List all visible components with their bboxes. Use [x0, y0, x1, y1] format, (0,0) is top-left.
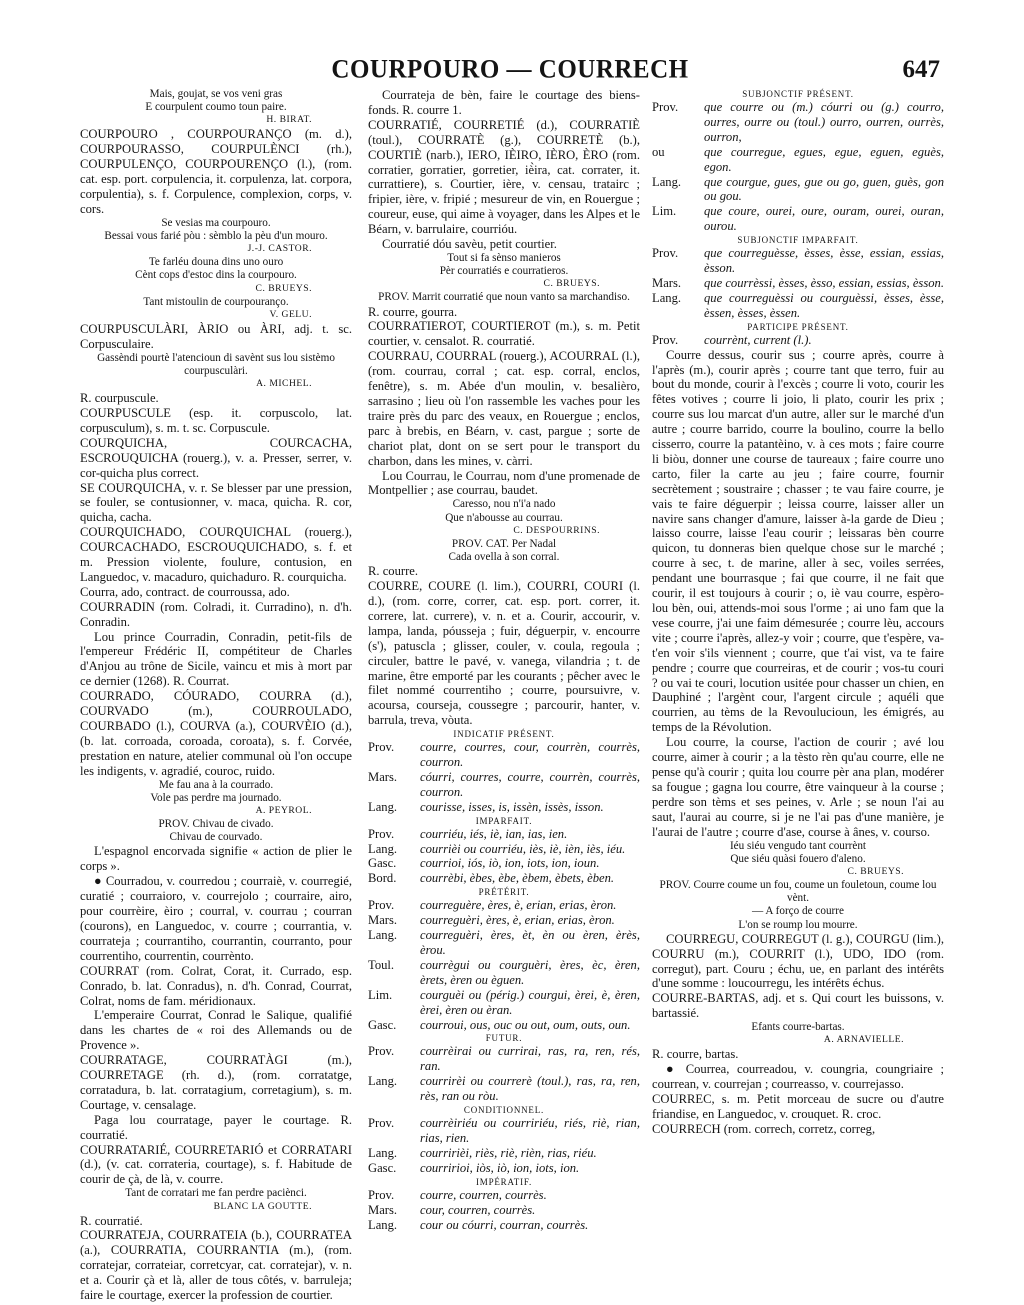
- quotation-line: PROV. Marrit courratié que noun vanto sa marchandiso.: [378, 291, 630, 304]
- quotation-author: J.-J. CASTOR.: [247, 243, 312, 255]
- conjugation-forms: courririoi, iòs, iò, ion, iots, ion.: [420, 1160, 580, 1175]
- conjugation-row: [368, 928, 640, 958]
- quotation-author: A. PEYROL.: [255, 805, 312, 817]
- conjugation-forms: courre, courren, courrès.: [420, 1187, 547, 1202]
- conjugation-row: [368, 1018, 640, 1033]
- conjugation-row: [368, 871, 640, 886]
- conjugation-row: [652, 333, 944, 348]
- conjugation-dialect: Bord.: [368, 871, 397, 886]
- conjugation-dialect: Lang.: [652, 290, 682, 305]
- dictionary-entry: COURRADO, CÓURADO, COURRA (d.), COURVADO (m.), COURROULADO, COURBADO (l.), COURVA (a.), COURVÈIO (d.), (b. lat. corroada, coroada, coroata), s. f. Corvée, prestation en nature, atelier communal où l'on occupe les indigents, v. agradié, couroc, ruido.: [80, 689, 352, 778]
- dictionary-entry: COURRATIÉ, COURRETIÉ (d.), COURRATIÈ (toul.), COURRATÈ (g.), COURRETÈ (b.), COURTIÈ (narb.), IERO, IÈIRO, IÈRO, ÈRO (rom. corratier, gorratier, gorretier, iè̀ira, cat. corrater, it. currattiere), s. Courtier, ière, v. censau, tratairc ; fripier, ière, v. fripié ; mesureur de vin, en Rouergue ; coureur, euse, qui aime à voyager, dans les Alpes et le Béarn, v. barrulaire, courrióu.: [368, 117, 640, 237]
- dictionary-entry: COURRATAGE, COURRATÀGI (m.), COURRETAGE (rh. d.), (rom. corratatge, corratadura, b. lat. corratagium, corretagium), s. m. Courtage, v. censalage.: [80, 1053, 352, 1112]
- conjugation-dialect: Mars.: [368, 769, 398, 784]
- conjugation-row: [368, 1074, 640, 1104]
- conjugation-dialect: Prov.: [368, 740, 395, 755]
- quotation-line: PROV. Courre coume un fou, coume un fouletoun, coume lou vènt.: [659, 878, 937, 905]
- conjugation-heading: SUBJONCTIF IMPARFAIT.: [737, 235, 859, 246]
- conjugation-dialect: Gasc.: [368, 1017, 397, 1032]
- conjugation-dialect: Lang.: [652, 174, 682, 189]
- dictionary-entry: COURPUSCULE (esp. it. corpuscolo, lat. corpusculum), s. m. t. sc. Corpuscule.: [80, 405, 352, 435]
- conjugation-row: [652, 276, 944, 291]
- conjugation-heading: FUTUR.: [485, 1033, 523, 1044]
- quotation-author: A. MICHEL.: [256, 378, 312, 390]
- quotation-line: Iéu siéu vengudo tant courrènt: [729, 839, 867, 852]
- dictionary-entry: COURRAT (rom. Colrat, Corat, it. Currado, esp. Conrado, b. lat. Conradus), n. d'h. Conrad, Courrat, Colrat, noms de fam. méridionaux.: [80, 963, 352, 1008]
- conjugation-forms: cour ou cóurri, courran, courrès.: [420, 1217, 589, 1232]
- quotation-line: Tout si fa sènso manieros: [447, 251, 561, 264]
- quotation-author: H. BIRAT.: [266, 114, 312, 126]
- conjugation-row: [368, 988, 640, 1018]
- conjugation-row: [368, 1161, 640, 1176]
- dictionary-entry: L'emperaire Courrat, Conrad le Salique, qualifié dans les chartes de « roi des Allemands ou de Provence ».: [80, 1008, 352, 1053]
- conjugation-heading: CONDITIONNEL.: [463, 1105, 545, 1116]
- quotation-line: E courpulent coumo toun paire.: [145, 101, 287, 114]
- conjugation-dialect: Lang.: [368, 1074, 398, 1089]
- conjugation-forms: courrèiriéu ou courririéu, riés, riè, rian, rias, rien.: [420, 1116, 640, 1145]
- conjugation-row: [368, 1044, 640, 1074]
- conjugation-dialect: Prov.: [652, 246, 679, 261]
- conjugation-row: [368, 827, 640, 842]
- quotation-author: C. BRUEYS.: [847, 865, 904, 877]
- conjugation-forms: courrirèi ou courrerè (toul.), ras, ra, ren, rès, ran ou ròu.: [420, 1074, 640, 1104]
- conjugation-dialect: Mars.: [368, 1202, 398, 1217]
- conjugation-row: [368, 856, 640, 871]
- dictionary-entry: COURRADIN (rom. Colradi, it. Curradino), n. d'h. Conradin.: [80, 599, 352, 629]
- conjugation-forms: courreguère, ères, è, erian, erias, èron.: [420, 898, 617, 913]
- conjugation-dialect: Lim.: [368, 987, 393, 1002]
- conjugation-dialect: Lang.: [368, 799, 398, 814]
- conjugation-forms: que courregue, egues, egue, eguen, eguès, egon.: [704, 144, 944, 174]
- conjugation-forms: que courgue, gues, gue ou go, guen, guès, gon ou gou.: [704, 174, 944, 204]
- dictionary-entry: COURRE-BARTAS, adj. et s. Qui court les buissons, v. bartassié.: [652, 991, 944, 1021]
- conjugation-forms: courririèi, riès, riè, rièn, rias, riéu.: [420, 1145, 597, 1160]
- dictionary-entry: R. courre, bartas.: [652, 1047, 739, 1062]
- conjugation-heading: IMPARFAIT.: [475, 815, 533, 826]
- quotation-line: Que siéu quàsi fouero d'aleno.: [730, 852, 866, 865]
- conjugation-row: [368, 1203, 640, 1218]
- conjugation-dialect: Prov.: [368, 1044, 395, 1059]
- conjugation-dialect: Toul.: [368, 957, 395, 972]
- conjugation-forms: courrièi ou courriéu, iès, iè, ièn, iès, iéu.: [420, 841, 626, 856]
- dictionary-entry: Lou prince Courradin, Conradin, petit-fils de l'empereur Frédéric II, compétiteur de Charles d'Anjou au trône de Sicile, vaincu et mis à mort par ce dernier (1268). R. Courrat.: [80, 629, 352, 689]
- conjugation-dialect: Lang.: [368, 1145, 398, 1160]
- dictionary-entry: COURPOURO , COURPOURANÇO (m. d.), COURPOURASSO, COURPULÈNCI (rh.), COURPULENÇO, COURPOURENÇO (l.), (rom. cat. esp. port. corpulencia, it. corpulenza, lat. corpora, corpulentia), s. f. Corpulence, complexion, corps, v. cors.: [80, 127, 352, 216]
- conjugation-forms: courrioi, iós, iò, ion, iots, ion, ioun.: [420, 856, 600, 871]
- conjugation-dialect: Gasc.: [368, 1160, 397, 1175]
- conjugation-dialect: Lang.: [368, 841, 398, 856]
- conjugation-row: [368, 1188, 640, 1203]
- quotation-line: Me fau ana à la courrado.: [158, 778, 274, 791]
- quotation-line: Gassèndi pourtè l'atencioun di savènt sus lou sistèmo courpusculàri.: [97, 351, 335, 377]
- conjugation-dialect: Prov.: [368, 898, 395, 913]
- conjugation-heading: INDICATIF PRÉSENT.: [453, 729, 555, 740]
- conjugation-dialect: Prov.: [368, 1116, 395, 1131]
- quotation-author: V. GELU.: [269, 308, 312, 320]
- quotation-line: Bessai vous farié pòu : sèmblo la pèu d'un mouro.: [104, 230, 328, 243]
- quotation-author: C. BRUEYS.: [255, 282, 312, 294]
- dictionary-entry: COURPUSCULÀRI, ÀRIO ou ÀRI, adj. t. sc. Corpusculaire.: [80, 321, 352, 351]
- conjugation-forms: que courrèssi, èsses, èsso, essian, essias, èsson.: [704, 275, 944, 290]
- quotation-author: C. BRUEYS.: [543, 278, 600, 290]
- conjugation-row: [368, 842, 640, 857]
- conjugation-row: [652, 175, 944, 205]
- dictionary-entry: R. courratié.: [80, 1213, 143, 1228]
- conjugation-row: [368, 958, 640, 988]
- dictionary-entry: COURQUICHA, COURCACHA, ESCROUQUICHA (rouerg.), v. a. Presser, serrer, v. cor-quicha plus correct.: [80, 435, 352, 480]
- quotation-line: Se vesias ma courpouro.: [161, 216, 271, 229]
- conjugation-row: [652, 246, 944, 276]
- dictionary-entry: Lou courre, la course, l'action de courir ; avé lou courre, aimer à courir ; a la tèsto rèn qu'au courre, elle ne pense qu'à courir ; quita lou courre pèr ana plan, modérer sa fougue ; gagna lou courre, être vainqueur à la course ; perdre son tèms et ses peines, v. Arle ; se noun l'ai au saut, l'aurai au courre, si je ne l'ai pas d'une manière, je l'aurai de l'autre ; courre d'ase, course à ânes, v. courso.: [652, 735, 944, 839]
- quotation-author: BLANC LA GOUTTE.: [213, 1200, 312, 1212]
- conjugation-forms: courrènt, current (l.).: [704, 332, 812, 347]
- quotation-line: PROV. CAT. Per Nadal: [451, 537, 557, 550]
- conjugation-dialect: Lang.: [368, 928, 398, 943]
- conjugation-row: [368, 1146, 640, 1161]
- conjugation-row: [652, 204, 944, 234]
- conjugation-forms: que courreguèsse, èsses, èsse, essian, essias, èsson.: [704, 246, 944, 276]
- conjugation-forms: courguèi ou (périg.) courgui, èrei, è, èren, èrei, èren ou èran.: [420, 987, 640, 1017]
- quotation-line: Caresso, nou n'i'a nado: [452, 498, 556, 511]
- quotation-author: A. ARNAVIELLE.: [823, 1034, 904, 1046]
- dictionary-entry: COURRATIEROT, COURTIEROT (m.), s. m. Petit courtier, v. censalot. R. courratié.: [368, 319, 640, 349]
- conjugation-dialect: Prov.: [652, 100, 679, 114]
- conjugation-row: [368, 800, 640, 815]
- dictionary-entry: Courratié dóu savèu, petit courtier.: [382, 237, 557, 252]
- conjugation-row: [652, 100, 944, 145]
- quotation-author: C. DESPOURRINS.: [513, 524, 600, 536]
- dictionary-entry: ● Courradou, v. courredou ; courraiè, v. courregié, curatié ; courraioro, v. courrejolo ; courraire, airo, pour courrèire, èiro ; courral, v. courrau ; courran (courons), en Languedoc, v. courre ; courrantia, v. courrateja ; courrantiho, courrantin, courranto, pour courrentiho, courrentin, courrènto.: [80, 874, 352, 963]
- conjugation-forms: courrèirai ou currirai, ras, ra, ren, rés, ran.: [420, 1044, 640, 1074]
- conjugation-heading: PARTICIPE PRÉSENT.: [747, 321, 849, 332]
- conjugation-row: [368, 1218, 640, 1233]
- quotation-line: PROV. Chivau de civado.: [158, 818, 274, 831]
- dictionary-entry: COURRECH (rom. correch, corretz, correg,: [652, 1121, 876, 1136]
- conjugation-forms: courrèbi, èbes, èbe, èbem, èbets, èben.: [420, 871, 615, 886]
- quotation-line: Vole pas perdre ma journado.: [150, 791, 282, 804]
- dictionary-entry: Courra, ado, contract. de courroussa, ado.: [80, 584, 290, 599]
- quotation-line: Tant de corratari me fan perdre paciènci.: [125, 1187, 307, 1200]
- conjugation-dialect: Mars.: [652, 275, 682, 290]
- conjugation-forms: courroui, ous, ouc ou out, oum, outs, oun.: [420, 1017, 631, 1032]
- conjugation-forms: courreguèri, ères, èt, èn ou èren, èrès, èrou.: [420, 928, 640, 958]
- dictionary-entry: Courrateja de bèn, faire le courtage des biens-fonds. R. courre 1.: [368, 88, 640, 117]
- quotation-line: Efants courre-bartas.: [751, 1021, 845, 1034]
- dictionary-entry: COURRATARIÉ, COURRETARIÓ et CORRATARI (d.), (v. cat. corrateria, courtage), s. f. Habitude de courir de çà, de là, v. courre.: [80, 1142, 352, 1187]
- conjugation-forms: que courre ou (m.) cóurri ou (g.) courro, ourres, ourre ou (toul.) ourro, ourren, ourrès, ourron,: [704, 100, 944, 144]
- conjugation-dialect: Mars.: [368, 913, 398, 928]
- dictionary-entry: COURRAU, COURRAL (rouerg.), ACOURRAL (l.), (rom. courrau, corral ; cat. esp. corral, enclos, fenêtre), s. m. Abée d'un moulin, v. besalièro, sarrasino ; lieu où l'on rassemble les vaches pour les traire près du parc des veaux, en Rouergue ; enclos, parc à brebis, en Béarn, v. cast, pargue ; sorte de chariot plat, dont on se sert pour le transport du charbon, dans les mines, v. càrri.: [368, 349, 640, 468]
- running-title: COURPOURO — COURRECH: [331, 55, 689, 84]
- conjugation-dialect: Prov.: [652, 332, 679, 347]
- quotation-line: Cènt cops d'estoc dins la courpouro.: [135, 269, 297, 282]
- quotation-line: Que n'abousse au courrau.: [445, 511, 563, 524]
- quotation-line: Pèr courratiés e courratieros.: [439, 265, 569, 278]
- running-header: [80, 56, 940, 86]
- conjugation-forms: courisse, isses, is, issèn, issès, isson.: [420, 799, 604, 814]
- conjugation-dialect: Lim.: [652, 204, 677, 219]
- conjugation-row: [368, 770, 640, 800]
- column-left: [80, 88, 352, 1303]
- dictionary-entry: L'espagnol encorvada signifie « action de plier le corps ».: [80, 844, 352, 874]
- dictionary-entry: R. courpuscule.: [80, 391, 159, 406]
- dictionary-entry: COURREC, s. m. Petit morceau de sucre ou d'autre friandise, en Languedoc, v. crouquet. R. croc.: [652, 1092, 944, 1121]
- quotation-line: — A forço de courre: [752, 905, 844, 918]
- quotation-line: L'on se roump lou mourre.: [738, 918, 858, 931]
- column-middle: [368, 88, 640, 1232]
- conjugation-dialect: Gasc.: [368, 856, 397, 871]
- conjugation-forms: que coure, ourei, oure, ouram, ourei, ouran, ourou.: [704, 204, 944, 234]
- conjugation-forms: cour, courren, courrès.: [420, 1202, 536, 1217]
- dictionary-entry: ● Courrea, courreadou, v. coungria, coungriaire ; courrean, v. courrejan ; courreasso, v. courrejasso.: [652, 1062, 944, 1092]
- dictionary-entry: SE COURQUICHA, v. r. Se blesser par une pression, se fouler, se contusionner, v. maca, quicha. R. cor, quicha, cacha.: [80, 480, 352, 525]
- conjugation-row: [368, 913, 640, 928]
- quotation-line: Chivau de courvado.: [169, 831, 263, 844]
- conjugation-heading: IMPÉRATIF.: [475, 1176, 533, 1187]
- conjugation-row: [652, 291, 944, 321]
- conjugation-forms: courreguèri, ères, è, erian, erias, èron.: [420, 913, 615, 928]
- page-number: 647: [902, 56, 940, 83]
- dictionary-entry: Lou Courrau, le Courrau, nom d'une promenade de Montpellier ; ase courrau, baudet.: [368, 468, 640, 498]
- column-right: [652, 88, 944, 1218]
- dictionary-entry: COURQUICHADO, COURQUICHAL (rouerg.), COURCACHADO, ESCROUQUICHADO, s. f. et m. Pression violente, foulure, contusion, en Languedoc, v. macaduro, quichaduro. R. courquicha.: [80, 525, 352, 584]
- conjugation-forms: cóurri, courres, courre, courrèn, courrès, courron.: [420, 769, 640, 799]
- conjugation-forms: que courreguèssi ou courguèssi, èsses, èsse, èssen, èsses, èssen.: [704, 290, 944, 320]
- dictionary-entry: COURRATEJA, COURRATEIA (b.), COURRATEA (a.), COURRATIA, COURRANTIA (m.), (rom. corratejar, corrateiar, corretcyar, cat. corratejar), v. n. et a. Courir çà et là, aller de tous côtés, v. barruleja; faire le courtage, exercer la profession de courtier.: [80, 1228, 352, 1303]
- quotation-line: Mais, goujat, se vos veni gras: [149, 88, 283, 100]
- conjugation-dialect: ou: [652, 144, 665, 159]
- quotation-line: Te farléu douna dins uno ouro: [148, 256, 284, 269]
- conjugation-row: [368, 1116, 640, 1146]
- dictionary-entry: R. courre, gourra.: [368, 304, 458, 319]
- conjugation-forms: courrègui ou courguèri, ères, èc, èren, èrets, èren ou èguen.: [420, 957, 640, 987]
- dictionary-entry: Courre dessus, courir sus ; courre après, courre à l'après (m.), courir après ; courre tant que terro, fuir au bout du monde, courir à l'excès ; courre li voto, courir les fêtes votives ; courre li joio, li plato, courir les prix ; courre sus lou marcat d'un autre, aller sur le marché d'un autre ; courre barrido, courre la boulino, courre la bello cisserro, courre la patantèino, v. à ces mots ; faire courre li biòu, donner une course de taureaux ; faire courre uno carto, filer la carte au jeu ; faire courre, fournir secrètement ; soustraire ; chasser ; te vau faire courre, je vais te faire déguerpir ; leissa courre, laisser aller un navire sans changer d'amure, laisser à-la garde de Dieu ; laisso courre, laisse l'eau courir ; leissaras bèn courre quicon, tu donneras bien quelque chose sur le marché ; courre à sec, t. de marine, aller à sec, voiles serrées, pendant une bourrasque ; fai que courre, il ne fait que courir, il est toujours à courir ; o, iè vau courre, espèro-lou bèn, oui, attends-moi sous l'orme ; ai uno fam que la vese courre, j'ai une faim démesurée ; courre lèu, accours vite ; courre i'après, allez-y voir ; courre, que t'espère, va-t'en voir s'ils viennent ; courre, que t'ai vist, va te faire pendre ; courre que courreiras, et de courir ; vos-tu couri ? ou vai te couri, locution usitée pour chasser un chien, en Dauphiné ; l'argènt cour, l'argent circule ; aquéli que courrien, au tèms de la Revoulucioun, les émigrés, au temps de la Révolution.: [652, 347, 945, 735]
- conjugation-forms: courriéu, iés, iè, ian, ias, ien.: [420, 826, 568, 841]
- conjugation-row: [368, 740, 640, 770]
- dictionary-entry: COURREGU, COURREGUT (l. g.), COURGU (lim.), COURRU (m.), COURRIT (l.), UDO, IDO (rom. corregut), part. Couru ; échu, ue, en parlant des intérêts d'une somme : loucourregu, les intérêts échus.: [652, 931, 944, 991]
- dictionary-entry: Paga lou courratage, payer le courtage. R. courratié.: [80, 1112, 352, 1142]
- conjugation-row: [368, 898, 640, 913]
- conjugation-heading: SUBJONCTIF PRÉSENT.: [742, 89, 854, 99]
- conjugation-heading: PRÉTÉRIT.: [478, 887, 530, 898]
- conjugation-dialect: Prov.: [368, 826, 395, 841]
- dictionary-entry: COURRE, COURE (l. lim.), COURRI, COURI (l. d.), (rom. corre, correr, cat. esp. port. correr, it. correre, lat. currere), v. n. et a. Courir, accourir, v. lampa, landa, póusseja ; fuir, déguerpir, v. encourre (s'), patuscla ; glisser, couler, v. coula, regoula ; circuler, battre le pavé, v. vanega, vilandria ; t. de marine, être emporté par les courants ; pêcher avec le filet nommé courrentiho ; courre, poursuivre, v. acoursa, courseja, coussegre ; parcourir, hanter, v. barrula, treva, vòuta.: [368, 579, 640, 728]
- conjugation-row: [652, 145, 944, 175]
- conjugation-dialect: Lang.: [368, 1217, 398, 1232]
- quotation-line: Tant mistoulin de courpouranço.: [143, 295, 289, 308]
- conjugation-dialect: Prov.: [368, 1187, 395, 1202]
- dictionary-entry: R. courre.: [368, 564, 419, 579]
- quotation-line: Cada ovella à son corral.: [448, 550, 560, 563]
- conjugation-forms: courre, courres, cour, courrèn, courrès, courron.: [420, 740, 640, 770]
